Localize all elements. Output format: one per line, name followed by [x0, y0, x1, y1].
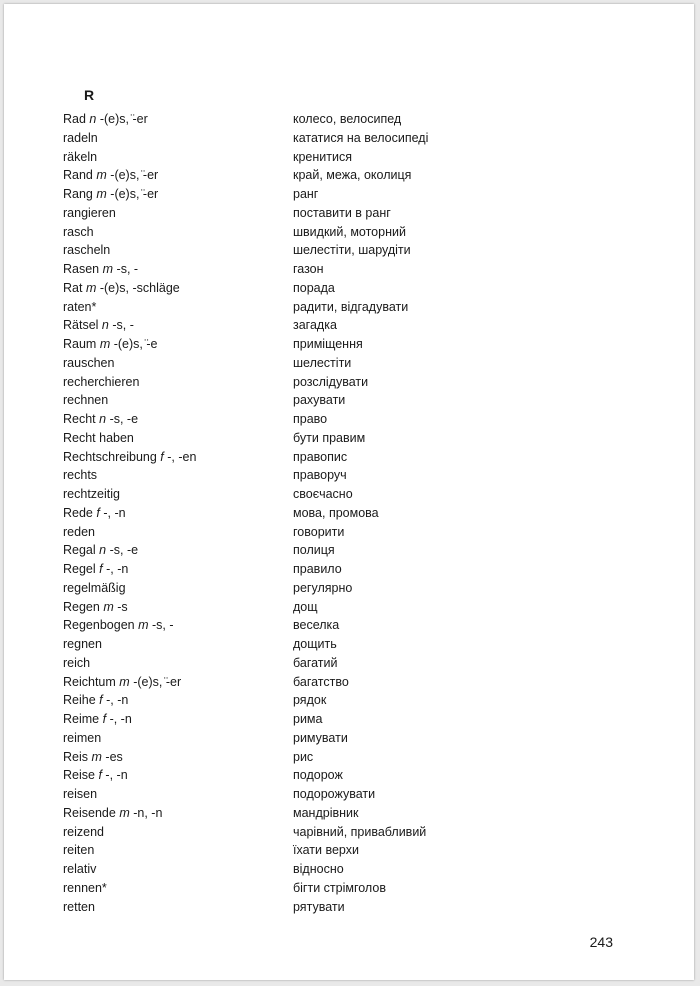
dictionary-entry — [63, 354, 463, 373]
dictionary-entry — [63, 654, 463, 673]
german-headword — [63, 429, 134, 448]
dictionary-entry — [63, 691, 463, 710]
headword-text: Raum — [63, 337, 97, 351]
inflection-forms: -s, - — [112, 318, 134, 333]
inflection-forms: -, -n — [103, 505, 126, 520]
headword-text: regelmäßig — [63, 580, 126, 595]
ukrainian-translation: їхати верхи — [293, 843, 359, 858]
german-headword — [63, 298, 96, 317]
german-headword — [63, 316, 134, 335]
ukrainian-translation: веселка — [293, 618, 340, 633]
headword-text: Rang — [63, 187, 93, 201]
inflection-forms: -s — [117, 599, 128, 614]
german-headword — [63, 204, 116, 223]
dictionary-entry — [63, 635, 463, 654]
inflection-forms: -(e)s, ̈-er — [110, 168, 159, 183]
ukrainian-translation: рядок — [293, 693, 327, 708]
inflection-forms: -s, -e — [109, 412, 139, 426]
headword-text: rauschen — [63, 355, 115, 370]
headword-text: recherchieren — [63, 374, 140, 389]
ukrainian-translation: подорож — [293, 768, 343, 783]
dictionary-entry — [63, 391, 463, 410]
german-headword — [63, 766, 128, 785]
german-headword — [63, 466, 97, 485]
ukrainian-translation: порада — [293, 280, 335, 295]
dictionary-entry — [63, 316, 463, 335]
german-headword — [63, 279, 180, 298]
german-headword — [63, 598, 128, 617]
dictionary-entry — [63, 541, 463, 560]
headword-text: rangieren — [63, 205, 116, 220]
ukrainian-translation: відносно — [293, 862, 344, 876]
ukrainian-translation: радити, відгадувати — [293, 299, 409, 314]
headword-text: rechts — [63, 468, 98, 483]
dictionary-entry — [63, 598, 463, 617]
headword-text: rennen* — [63, 880, 107, 895]
ukrainian-translation: говорити — [293, 524, 345, 539]
headword-text: Reisende — [63, 805, 116, 820]
ukrainian-translation: бути правим — [293, 430, 366, 445]
ukrainian-translation: колесо, велосипед — [293, 112, 402, 126]
ukrainian-translation: загадка — [293, 318, 337, 333]
dictionary-entry — [63, 110, 463, 129]
ukrainian-translation: рахувати — [293, 393, 346, 408]
dictionary-entry — [63, 279, 463, 298]
ukrainian-translation: дощ — [293, 599, 318, 614]
dictionary-entry — [63, 129, 463, 148]
german-headword — [63, 635, 102, 654]
headword-text: reden — [63, 524, 95, 539]
dictionary-entry — [63, 260, 463, 279]
ukrainian-translation: рис — [293, 749, 314, 764]
dictionary-entry — [63, 673, 463, 692]
german-headword — [63, 129, 98, 148]
headword-text: Reihe — [63, 693, 96, 708]
headword-text: rascheln — [63, 243, 111, 258]
dictionary-entry — [63, 860, 463, 879]
dictionary-entry — [63, 429, 463, 448]
dictionary-entry — [63, 373, 463, 392]
headword-text: Recht — [63, 412, 96, 426]
ukrainian-translation: ранг — [293, 187, 319, 201]
german-headword — [63, 485, 120, 504]
headword-text: Rad — [63, 112, 86, 126]
german-headword — [63, 110, 148, 129]
german-headword — [63, 841, 94, 860]
ukrainian-translation: багатий — [293, 655, 338, 670]
inflection-forms: -, -n — [109, 712, 132, 726]
grammatical-gender: n — [99, 543, 107, 558]
inflection-forms: -, -n — [105, 768, 128, 783]
grammatical-gender: m — [96, 187, 107, 201]
grammatical-gender: m — [85, 280, 97, 295]
ukrainian-translation: кататися на велосипеді — [293, 130, 429, 145]
ukrainian-translation: рима — [293, 712, 323, 726]
ukrainian-translation: рятувати — [293, 899, 345, 914]
german-headword — [63, 241, 110, 260]
dictionary-entry — [63, 560, 463, 579]
german-headword — [63, 860, 96, 879]
grammatical-gender: n — [99, 412, 107, 426]
inflection-forms: -n, -n — [133, 805, 163, 820]
inflection-forms: -s, - — [152, 618, 174, 633]
headword-text: Reise — [63, 768, 95, 783]
ukrainian-translation: швидкий, моторний — [293, 224, 406, 239]
headword-text: relativ — [63, 862, 97, 876]
headword-text: räkeln — [63, 149, 98, 164]
grammatical-gender: m — [119, 674, 130, 689]
dictionary-entry — [63, 804, 463, 823]
dictionary-entry — [63, 504, 463, 523]
headword-text: Reichtum — [63, 674, 116, 689]
ukrainian-translation: чарівний, привабливий — [293, 824, 427, 839]
grammatical-gender: f — [99, 562, 103, 576]
dictionary-entry — [63, 879, 463, 898]
dictionary-entry — [63, 223, 463, 242]
grammatical-gender: m — [102, 262, 114, 276]
ukrainian-translation: мандрівник — [293, 805, 359, 820]
headword-text: Regel — [63, 562, 96, 576]
german-headword — [63, 448, 196, 467]
ukrainian-translation: шелестіти — [293, 355, 352, 370]
grammatical-gender: f — [102, 712, 107, 726]
german-headword — [63, 410, 138, 429]
inflection-forms: -s, -e — [109, 543, 139, 558]
dictionary-page — [4, 4, 694, 980]
german-headword — [63, 579, 126, 598]
inflection-forms: -s, - — [116, 262, 139, 276]
dictionary-entry — [63, 523, 463, 542]
ukrainian-translation: дощить — [293, 637, 337, 651]
headword-text: Rätsel — [63, 318, 99, 333]
section-letter: R — [84, 87, 95, 103]
ukrainian-translation: приміщення — [293, 337, 363, 351]
german-headword — [63, 223, 94, 242]
ukrainian-translation: газон — [293, 262, 324, 276]
grammatical-gender: f — [98, 768, 102, 783]
german-headword — [63, 260, 138, 279]
grammatical-gender: m — [91, 749, 102, 764]
headword-text: raten* — [63, 299, 97, 314]
grammatical-gender: f — [96, 505, 100, 520]
dictionary-entry — [63, 748, 463, 767]
german-headword — [63, 691, 128, 710]
german-headword — [63, 335, 157, 354]
headword-text: reich — [63, 655, 91, 670]
german-headword — [63, 391, 108, 410]
german-headword — [63, 729, 101, 748]
german-headword — [63, 166, 158, 185]
headword-text: retten — [63, 899, 95, 914]
german-headword — [63, 785, 97, 804]
headword-text: Regen — [63, 599, 100, 614]
inflection-forms: -(e)s, ̈-er — [99, 112, 148, 126]
german-headword — [63, 185, 158, 204]
ukrainian-translation: розслідувати — [293, 374, 369, 389]
ukrainian-translation: своєчасно — [293, 487, 353, 501]
headword-text: Reis — [63, 749, 89, 764]
german-headword — [63, 616, 174, 635]
dictionary-entry — [63, 410, 463, 429]
dictionary-entry — [63, 579, 463, 598]
german-headword — [63, 673, 181, 692]
inflection-forms: -, -n — [106, 693, 129, 708]
grammatical-gender: m — [96, 168, 107, 183]
german-headword — [63, 823, 104, 842]
german-headword — [63, 373, 139, 392]
headword-text: rechnen — [63, 393, 109, 408]
grammatical-gender: n — [101, 318, 109, 333]
dictionary-entry — [63, 335, 463, 354]
dictionary-entry — [63, 785, 463, 804]
german-headword — [63, 898, 95, 917]
ukrainian-translation: право — [293, 412, 328, 426]
grammatical-gender: m — [138, 618, 149, 633]
grammatical-gender: m — [119, 805, 130, 820]
headword-text: reimen — [63, 730, 102, 745]
ukrainian-translation: правопис — [293, 449, 348, 464]
ukrainian-translation: край, межа, околиця — [293, 168, 412, 183]
german-headword — [63, 804, 162, 823]
inflection-forms: -(e)s, ̈-e — [113, 337, 158, 351]
headword-text: Reime — [63, 712, 100, 726]
headword-text: Recht haben — [63, 430, 134, 445]
grammatical-gender: f — [160, 449, 164, 464]
grammatical-gender: m — [99, 337, 111, 351]
ukrainian-translation: подорожувати — [293, 787, 376, 801]
dictionary-entry — [63, 898, 463, 917]
ukrainian-translation: полиця — [293, 543, 335, 558]
ukrainian-translation: шелестіти, шарудіти — [293, 243, 411, 258]
headword-text: Regenbogen — [63, 618, 135, 633]
ukrainian-translation: поставити в ранг — [293, 205, 391, 220]
dictionary-entry — [63, 204, 463, 223]
headword-text: regnen — [63, 637, 102, 651]
headword-text: Rede — [63, 505, 93, 520]
dictionary-entry — [63, 729, 463, 748]
german-headword — [63, 354, 114, 373]
dictionary-entry — [63, 148, 463, 167]
headword-text: reizend — [63, 824, 104, 839]
dictionary-entry — [63, 185, 463, 204]
dictionary-entry — [63, 766, 463, 785]
dictionary-entry — [63, 466, 463, 485]
inflection-forms: -(e)s, ̈-er — [110, 187, 159, 201]
german-headword — [63, 148, 97, 167]
inflection-forms: -(e)s, -schläge — [99, 280, 180, 295]
german-headword — [63, 710, 132, 729]
german-headword — [63, 748, 123, 767]
dictionary-entry — [63, 485, 463, 504]
inflection-forms: -(e)s, ̈-er — [133, 674, 182, 689]
inflection-forms: -, -n — [106, 562, 129, 576]
grammatical-gender: f — [99, 693, 103, 708]
headword-text: radeln — [63, 130, 98, 145]
headword-text: Rat — [63, 280, 83, 295]
dictionary-entry — [63, 710, 463, 729]
ukrainian-translation: мова, промова — [293, 505, 379, 520]
headword-text: reisen — [63, 787, 98, 801]
headword-text: Rasen — [63, 262, 100, 276]
dictionary-entry — [63, 616, 463, 635]
german-headword — [63, 541, 138, 560]
german-headword — [63, 879, 107, 898]
inflection-forms: -, -en — [167, 449, 197, 464]
entry-list — [63, 110, 463, 916]
ukrainian-translation: багатство — [293, 674, 349, 689]
headword-text: Rand — [63, 168, 93, 183]
dictionary-entry — [63, 241, 463, 260]
german-headword — [63, 523, 95, 542]
headword-text: reiten — [63, 843, 95, 858]
dictionary-entry — [63, 823, 463, 842]
german-headword — [63, 654, 90, 673]
ukrainian-translation: праворуч — [293, 468, 347, 483]
grammatical-gender: n — [89, 112, 97, 126]
headword-text: rechtzeitig — [63, 487, 120, 501]
grammatical-gender: m — [103, 599, 114, 614]
dictionary-entry — [63, 841, 463, 860]
dictionary-entry — [63, 166, 463, 185]
headword-text: Rechtschreibung — [63, 449, 157, 464]
ukrainian-translation: римувати — [293, 730, 348, 745]
headword-text: rasch — [63, 224, 94, 239]
inflection-forms: -es — [105, 749, 123, 764]
ukrainian-translation: регулярно — [293, 580, 353, 595]
headword-text: Regal — [63, 543, 96, 558]
ukrainian-translation: кренитися — [293, 149, 352, 164]
dictionary-entry — [63, 298, 463, 317]
german-headword — [63, 560, 128, 579]
ukrainian-translation: правило — [293, 562, 342, 576]
german-headword — [63, 504, 126, 523]
ukrainian-translation: бігти стрімголов — [293, 880, 386, 895]
page-number: 243 — [589, 934, 613, 950]
dictionary-entry — [63, 448, 463, 467]
